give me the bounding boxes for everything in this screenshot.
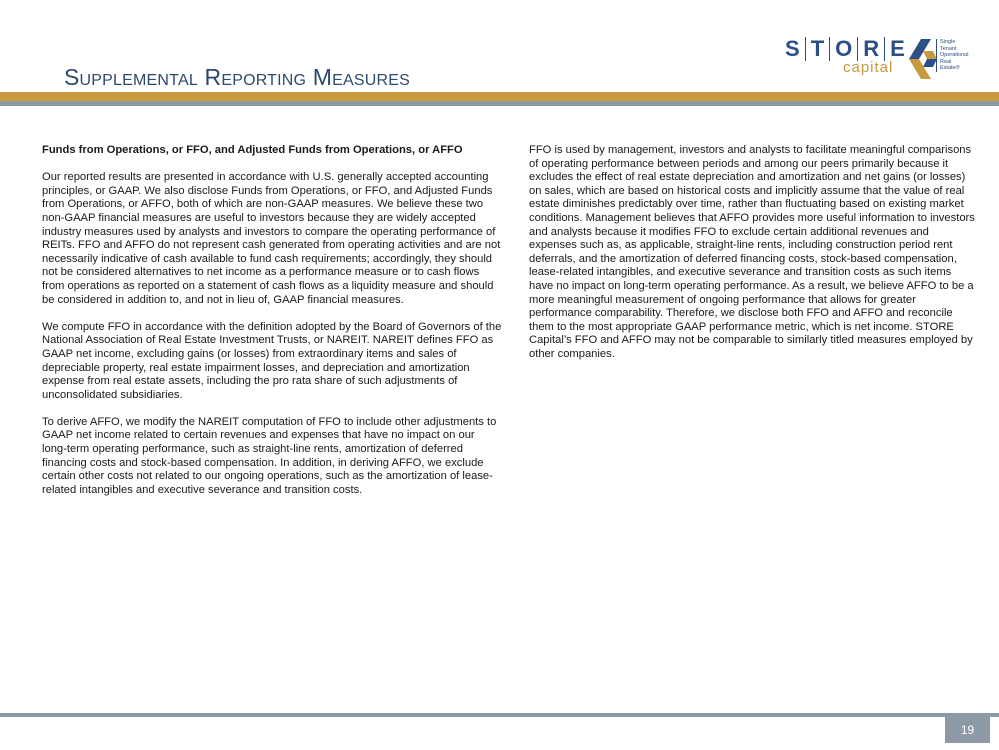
section-heading: Funds from Operations, or FFO, and Adjusted Funds from Operations, or AFFO: [42, 144, 463, 156]
paragraph-affo-derivation: To derive AFFO, we modify the NAREIT computation of FFO to include other adjustments to GAAP net income related to certain revenues and expenses that have no impact on our long-term operating performance, such as straight-line rents, amortization of deferred financing costs and stock-based compensation. In addition, in deriving AFFO, we exclude certain other costs not related to our ongoing operations, such as the amortization of lease-related intangibles and executive severance and transition costs.: [42, 415, 497, 496]
logo-letter: E: [884, 37, 910, 61]
logo-letter: T: [805, 37, 829, 61]
paragraph-gaap-disclosure: Our reported results are presented in accordance with U.S. generally accepted accounting principles, or GAAP. We also disclose Funds from Operations, or FFO, and Adjusted Funds from Operations, or AFFO, both of which are non-GAAP measures. We believe these two non-GAAP financial measures are useful to investors because they are widely accepted industry measures used by analysts and investors to compare the operating performance of REITs. FFO and AFFO do not represent cash generated from operating activities and are not necessarily indicative of cash available to fund cash requirements; accordingly, they should not be considered alternatives to net income as a performance measure or to cash flows from operations as reported on a statement of cash flows as a liquidity measure and should be considered in addition to, and not in lieu of, GAAP financial measures.: [42, 171, 501, 306]
left-column: [42, 144, 502, 511]
logo-tagline-line: Tenant: [940, 45, 957, 52]
page-number: 19: [945, 717, 990, 743]
footer-rule: [0, 713, 999, 717]
logo-chevron-icon: [907, 37, 937, 81]
paragraph-ffo-usage: FFO is used by management, investors and analysts to facilitate meaningful comparisons of operating performance between periods and among our peers primarily because it excludes the effect of real estate depreciation and amortization and net gains (or losses) on sales, which are based on historical costs and implicitly assume that the value of real estate diminishes predictably over time, rather than fluctuating based on existing market conditions. Management believes that AFFO provides more useful information to investors and analysts because it modifies FFO to exclude certain additional revenues and expenses such as, as applicable, straight-line rents, including construction period rent deferrals, and the amortization of deferred financing costs, stock-based compensation, lease-related intangibles, and executive severance and transition costs as such items have no impact on long-term operating performance. As a result, we believe AFFO to be a more meaningful measurement of ongoing performance that allows for greater performance comparability. Therefore, we disclose both FFO and AFFO and reconcile them to the most appropriate GAAP performance metric, which is net income. STORE Capital’s FFO and AFFO may not be comparable to similarly titled measures employed by other companies.: [529, 144, 975, 360]
logo-letter: O: [829, 37, 857, 61]
logo-tagline-line: Operational: [940, 52, 969, 59]
logo-letter: S: [785, 36, 800, 61]
logo-subtitle: capital: [843, 59, 894, 76]
header-gray-rule: [0, 101, 999, 106]
logo-letter: R: [857, 37, 884, 61]
logo-tagline-line: Estate®: [940, 65, 960, 72]
page-title: Supplemental Reporting Measures: [64, 64, 411, 90]
logo-wordmark: [780, 37, 910, 61]
logo-tagline-line: Real: [940, 58, 952, 65]
logo-tagline-line: Single: [940, 39, 956, 45]
right-column: [529, 144, 976, 375]
logo-tagline: [936, 39, 968, 72]
store-capital-logo: [780, 37, 992, 85]
header-gold-rule: [0, 92, 999, 101]
paragraph-ffo-definition: We compute FFO in accordance with the definition adopted by the Board of Governors of the National Association of Real Estate Investment Trusts, or NAREIT. NAREIT defines FFO as GAAP net income, excluding gains (or losses) from extraordinary items and sales of depreciable property, real estate impairment losses, and depreciation and amortization expense from real estate assets, including the pro rata share of such adjustments of unconsolidated subsidiaries.: [42, 320, 502, 401]
